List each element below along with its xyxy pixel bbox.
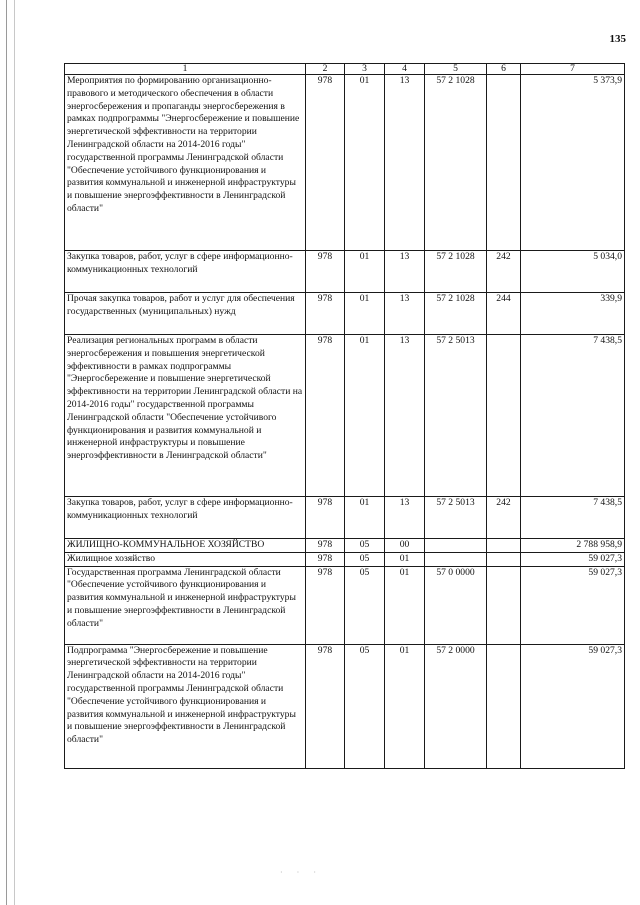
cell-amount: 7 438,5 (521, 335, 625, 497)
table-row (65, 75, 625, 251)
cell-subsection: 00 (385, 539, 425, 553)
scan-edge-line-inner (14, 0, 15, 905)
table-row (65, 539, 625, 553)
cell-expense-type: 242 (487, 497, 521, 539)
table-row (65, 293, 625, 335)
cell-target-article: 57 2 1028 (425, 75, 487, 251)
row-name: Прочая закупка товаров, работ и услуг для обеспечения государственных (муниципальных) нужд (65, 293, 306, 335)
table-row (65, 251, 625, 293)
column-header: 5 (425, 64, 487, 75)
row-name: Реализация региональных программ в области энергосбережения и повышения энергетической эффективности в рамках подпрограммы "Энергосбережение и повышение энергетической эффективности на территории Ленинградской области на 2014-2016 годы" государственной программы Ленинградской области "Обеспечение устойчивого функционирования и развития коммунальной и инженерной инфраструктуры и повышение энергоэффективности в Ленинградской области" (65, 335, 306, 497)
cell-amount: 59 027,3 (521, 566, 625, 644)
cell-section: 05 (345, 552, 385, 566)
scan-edge-line (6, 0, 7, 905)
cell-subsection: 13 (385, 335, 425, 497)
cell-expense-type (487, 75, 521, 251)
cell-section: 01 (345, 335, 385, 497)
cell-expense-type (487, 552, 521, 566)
cell-expense-type: 242 (487, 251, 521, 293)
page-number: 135 (609, 33, 626, 45)
cell-expense-type (487, 644, 521, 768)
cell-section: 01 (345, 251, 385, 293)
row-name: Жилищное хозяйство (65, 552, 306, 566)
cell-amount: 59 027,3 (521, 644, 625, 768)
table-row (65, 552, 625, 566)
column-header: 6 (487, 64, 521, 75)
table-row (65, 497, 625, 539)
cell-subsection: 01 (385, 566, 425, 644)
cell-expense-type (487, 539, 521, 553)
scan-noise-marks: · · · (280, 868, 322, 877)
cell-amount: 2 788 958,9 (521, 539, 625, 553)
cell-amount: 339,9 (521, 293, 625, 335)
cell-admin-code: 978 (306, 335, 345, 497)
row-name: Мероприятия по формированию организационно-правового и методического обеспечения в области энергосбережения и пропаганды энергосбережения в рамках подпрограммы "Энергосбережение и повышение энергетической эффективности на территории Ленинградской области на 2014-2016 годы" государственной программы Ленинградской области "Обеспечение устойчивого функционирования и развития коммунальной и инженерной инфраструктуры и повышение энергоэффективности в Ленинградской области" (65, 75, 306, 251)
cell-section: 05 (345, 566, 385, 644)
cell-admin-code: 978 (306, 251, 345, 293)
column-header: 2 (306, 64, 345, 75)
cell-section: 05 (345, 539, 385, 553)
cell-subsection: 01 (385, 644, 425, 768)
cell-target-article: 57 2 5013 (425, 335, 487, 497)
cell-amount: 5 373,9 (521, 75, 625, 251)
cell-admin-code: 978 (306, 293, 345, 335)
column-header: 4 (385, 64, 425, 75)
row-name: Государственная программа Ленинградской области "Обеспечение устойчивого функционирования и развития коммунальной и инженерной инфраструктуры и повышение энергоэффективности в Ленинградской области" (65, 566, 306, 644)
table-row (65, 644, 625, 768)
cell-subsection: 13 (385, 251, 425, 293)
cell-target-article (425, 539, 487, 553)
cell-target-article: 57 2 1028 (425, 293, 487, 335)
cell-section: 01 (345, 497, 385, 539)
cell-expense-type (487, 566, 521, 644)
cell-target-article (425, 552, 487, 566)
cell-admin-code: 978 (306, 497, 345, 539)
cell-expense-type (487, 335, 521, 497)
column-header: 7 (521, 64, 625, 75)
column-header: 1 (65, 64, 306, 75)
cell-subsection: 13 (385, 293, 425, 335)
cell-subsection: 13 (385, 497, 425, 539)
cell-subsection: 01 (385, 552, 425, 566)
cell-target-article: 57 0 0000 (425, 566, 487, 644)
table-row (65, 566, 625, 644)
cell-admin-code: 978 (306, 75, 345, 251)
budget-table (64, 63, 625, 769)
cell-admin-code: 978 (306, 644, 345, 768)
column-header: 3 (345, 64, 385, 75)
table-row (65, 335, 625, 497)
cell-amount: 5 034,0 (521, 251, 625, 293)
row-name: Подпрограмма "Энергосбережение и повышение энергетической эффективности на территории Ленинградской области на 2014-2016 годы" государственной программы Ленинградской области "Обеспечение устойчивого функционирования и развития коммунальной и инженерной инфраструктуры и повышение энергоэффективности в Ленинградской области" (65, 644, 306, 768)
row-name: Закупка товаров, работ, услуг в сфере информационно-коммуникационных технологий (65, 497, 306, 539)
cell-target-article: 57 2 0000 (425, 644, 487, 768)
cell-target-article: 57 2 5013 (425, 497, 487, 539)
cell-section: 01 (345, 75, 385, 251)
row-name: Закупка товаров, работ, услуг в сфере информационно-коммуникационных технологий (65, 251, 306, 293)
cell-subsection: 13 (385, 75, 425, 251)
cell-expense-type: 244 (487, 293, 521, 335)
cell-admin-code: 978 (306, 539, 345, 553)
cell-target-article: 57 2 1028 (425, 251, 487, 293)
cell-amount: 59 027,3 (521, 552, 625, 566)
cell-admin-code: 978 (306, 566, 345, 644)
row-name: ЖИЛИЩНО-КОММУНАЛЬНОЕ ХОЗЯЙСТВО (65, 539, 306, 553)
header-row (65, 64, 625, 75)
cell-section: 05 (345, 644, 385, 768)
cell-amount: 7 438,5 (521, 497, 625, 539)
cell-admin-code: 978 (306, 552, 345, 566)
cell-section: 01 (345, 293, 385, 335)
